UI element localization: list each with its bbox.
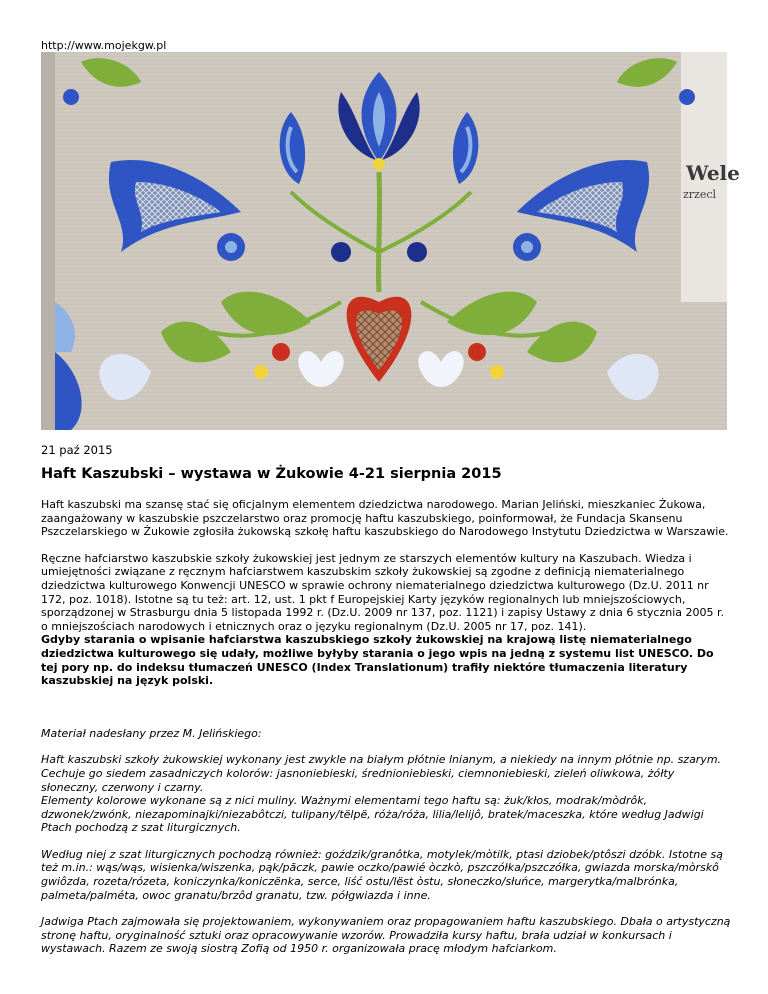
- article-title: Haft Kaszubski – wystawa w Żukowie 4-21 sierpnia 2015: [41, 466, 502, 482]
- side-text-1: Wele: [686, 161, 740, 185]
- paragraph-unesco: Gdyby starania o wpisanie hafciarstwa kaszubskiego szkoły żukowskiej na krajową listę niematerialnego dziedzictwa kulturowego się udały, możliwe byłyby starania o jego wpis na jedną z systemu list UNESCO. Do tej pory np. do indeksu tłumaczeń UNESCO (Index Translationum) trafiły niektóre tłumaczenia literatury kaszubskiej na język polski.: [41, 633, 714, 688]
- paragraph-source: Materiał nadesłany przez M. Jelińskiego:: [41, 726, 262, 740]
- paragraph-heritage: Ręczne hafciarstwo kaszubskie szkoły żukowskiej jest jednym ze starszych elementów kultury na Kaszubach. Wiedza i umiejętności związane z ręcznym hafciarstwem kaszubskim szkoły żukowskiej są zgodne z definicją niematerialnego dziedzictwa kulturowego Konwencji UNESCO w sprawie ochrony niematerialnego dziedzictwa kulturowego (Dz.U. 2011 nr 172, poz. 1018). Istotne są tu też: art. 12, ust. 1 pkt f Europejskiej Karty języków regionalnych lub mniejszościowych, sporządzonej w Strasburgu dnia 5 listopada 1992 r. (Dz.U. 2009 nr 137, poz. 1121) i zapisy Ustawy z dnia 6 stycznia 2005 r. o mniejszościach narodowych i etnicznych oraz o języku regionalnym (Dz.U. 2005 nr 17, poz. 141).: [41, 551, 724, 633]
- article-body: [41, 498, 731, 969]
- paragraph-elements: Elementy kolorowe wykonane są z nici muliny. Ważnymi elementami tego haftu są: żuk/kłos, modrak/mòdrôk, dzwonek/zwónk, niezapominajki/niezabôtczi, tulipany/tëlpë, róża/róża, lilia/lelijô, bratek/maceszka, które według Jadwigi Ptach pochodzą z szat liturgicznych.: [41, 794, 704, 835]
- embroidery-photo-icon: [41, 52, 740, 430]
- paragraph-colors: Haft kaszubski szkoły żukowskiej wykonany jest zwykle na białym płótnie lnianym, a niekiedy na innym płótnie np. szarym. Cechuje go siedem zasadniczych kolorów: jasnoniebieski, średnioniebieski, ciemnoniebieski, zieleń oliwkowa, żółty słoneczny, czerwony i czarny.: [41, 753, 722, 794]
- paragraph-intro: Haft kaszubski ma szansę stać się oficjalnym elementem dziedzictwa narodowego. Marian Jeliński, mieszkaniec Żukowa, zaangażowany w kaszubskie pszczelarstwo oraz promocję haftu kaszubskiego, poinformował, że Fundacja Skansenu Pszczelarskiego w Żukowie zgłosiła żukowską szkołę haftu kaszubskiego do Narodowego Instytutu Dziedzictwa w Warszawie.: [41, 498, 729, 539]
- page-url: http://www.mojekgw.pl: [41, 39, 167, 52]
- paragraph-jadwiga: Jadwiga Ptach zajmowała się projektowaniem, wykonywaniem oraz propagowaniem haftu kaszubskiego. Dbała o artystyczną stronę haftu, oryginalność sztuki oraz opracowywanie wzorów. Prowadziła kursy haftu, brała udział w konkursach i wystawach. Razem ze swoją siostrą Zofią od 1950 r. organizowała pracę młodym hafciarkom.: [41, 915, 731, 956]
- embroidery-photo: [41, 52, 740, 430]
- side-text-2: zrzecl: [683, 188, 717, 201]
- post-date: 21 paź 2015: [41, 443, 113, 457]
- paragraph-liturgical: Według niej z szat liturgicznych pochodzą również: goździk/granôtka, motylek/mòtilk, ptasi dziobek/ptôszi dzóbk. Istotne są też m.in.: wąs/wąs, wisienka/wiszenka, pąk/pãczk, pawie oczko/pawié òczkò, pszczółka/pszczółka, gwiazda morska/mòrskô gwiôzda, rozeta/rózeta, koniczynka/koniczënka, serce, liść ostu/lëst òstu, słoneczko/słuńce, margerytka/malbrónka, palmeta/palméta, owoc granatu/brzôd granatu, tzw. półgwiazda i inne.: [41, 847, 723, 902]
